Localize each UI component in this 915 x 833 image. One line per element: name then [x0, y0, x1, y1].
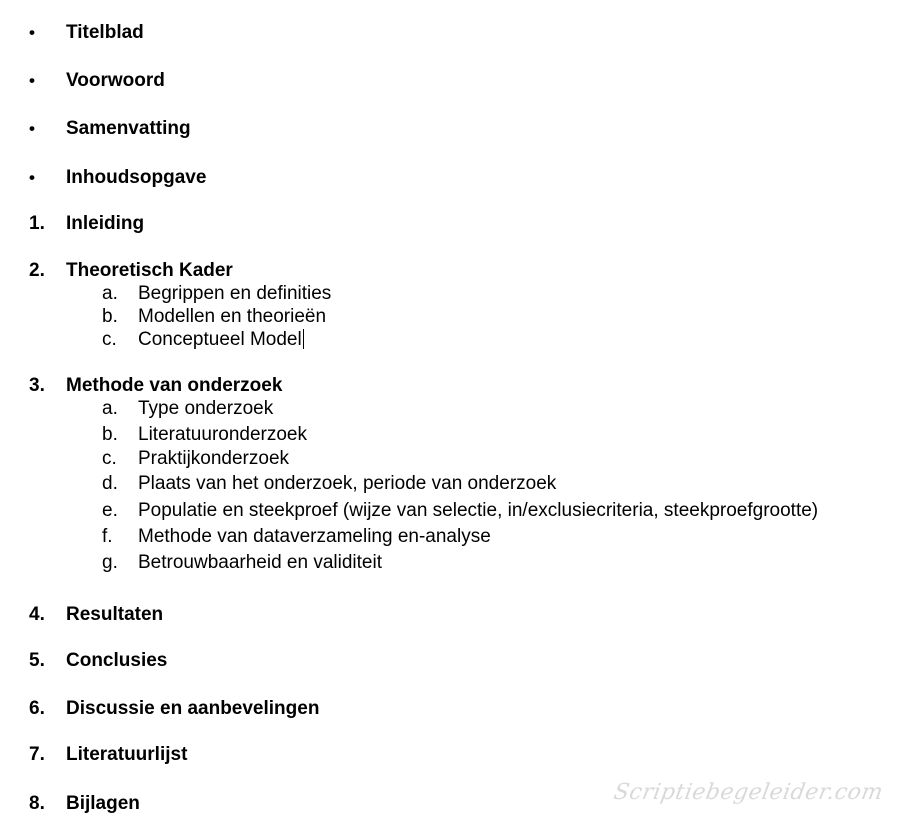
text-cursor [303, 329, 304, 349]
subitem-letter: a. [102, 398, 118, 419]
subitem-label: Methode van dataverzameling en-analyse [138, 526, 491, 547]
subitem-label: Begrippen en definities [138, 283, 332, 304]
chapter-number: 2. [29, 260, 45, 281]
chapter-label: Inleiding [66, 213, 145, 234]
chapter-number: 8. [29, 793, 45, 814]
subitem-label: Type onderzoek [138, 398, 274, 419]
bullet-marker: • [29, 168, 35, 187]
chapter-number: 4. [29, 604, 45, 625]
bullet-marker: • [29, 119, 35, 138]
subitem-letter: c. [102, 329, 117, 350]
subitem-letter: e. [102, 500, 118, 521]
subitem-label: Modellen en theorieën [138, 306, 327, 327]
chapter-label: Bijlagen [66, 793, 140, 814]
chapter-number: 7. [29, 744, 45, 765]
bullet-label: Inhoudsopgave [66, 167, 207, 188]
subitem-label: Praktijkonderzoek [138, 448, 290, 469]
chapter-number: 3. [29, 375, 45, 396]
subitem-letter: d. [102, 473, 118, 494]
subitem-letter: f. [102, 526, 113, 547]
subitem-label: Conceptueel Model [138, 329, 302, 350]
bullet-marker: • [29, 71, 35, 90]
subitem-letter: b. [102, 306, 118, 327]
chapter-label: Conclusies [66, 650, 168, 671]
bullet-marker: • [29, 23, 35, 42]
subitem-letter: a. [102, 283, 118, 304]
chapter-number: 6. [29, 698, 45, 719]
chapter-label: Discussie en aanbevelingen [66, 698, 320, 719]
subitem-label: Plaats van het onderzoek, periode van onderzoek [138, 473, 557, 494]
chapter-label: Theoretisch Kader [66, 260, 233, 281]
chapter-label: Methode van onderzoek [66, 375, 283, 396]
subitem-label: Betrouwbaarheid en validiteit [138, 552, 382, 573]
chapter-label: Resultaten [66, 604, 164, 625]
bullet-label: Titelblad [66, 22, 144, 43]
subitem-letter: c. [102, 448, 117, 469]
subitem-letter: g. [102, 552, 118, 573]
watermark: Scriptiebegeleider.com [611, 780, 886, 805]
bullet-label: Samenvatting [66, 118, 191, 139]
chapter-number: 5. [29, 650, 45, 671]
subitem-letter: b. [102, 424, 118, 445]
chapter-number: 1. [29, 213, 45, 234]
chapter-label: Literatuurlijst [66, 744, 188, 765]
subitem-label: Populatie en steekproef (wijze van selectie, in/exclusiecriteria, steekproefgrootte) [138, 500, 819, 521]
subitem-label: Literatuuronderzoek [138, 424, 307, 445]
bullet-label: Voorwoord [66, 70, 165, 91]
